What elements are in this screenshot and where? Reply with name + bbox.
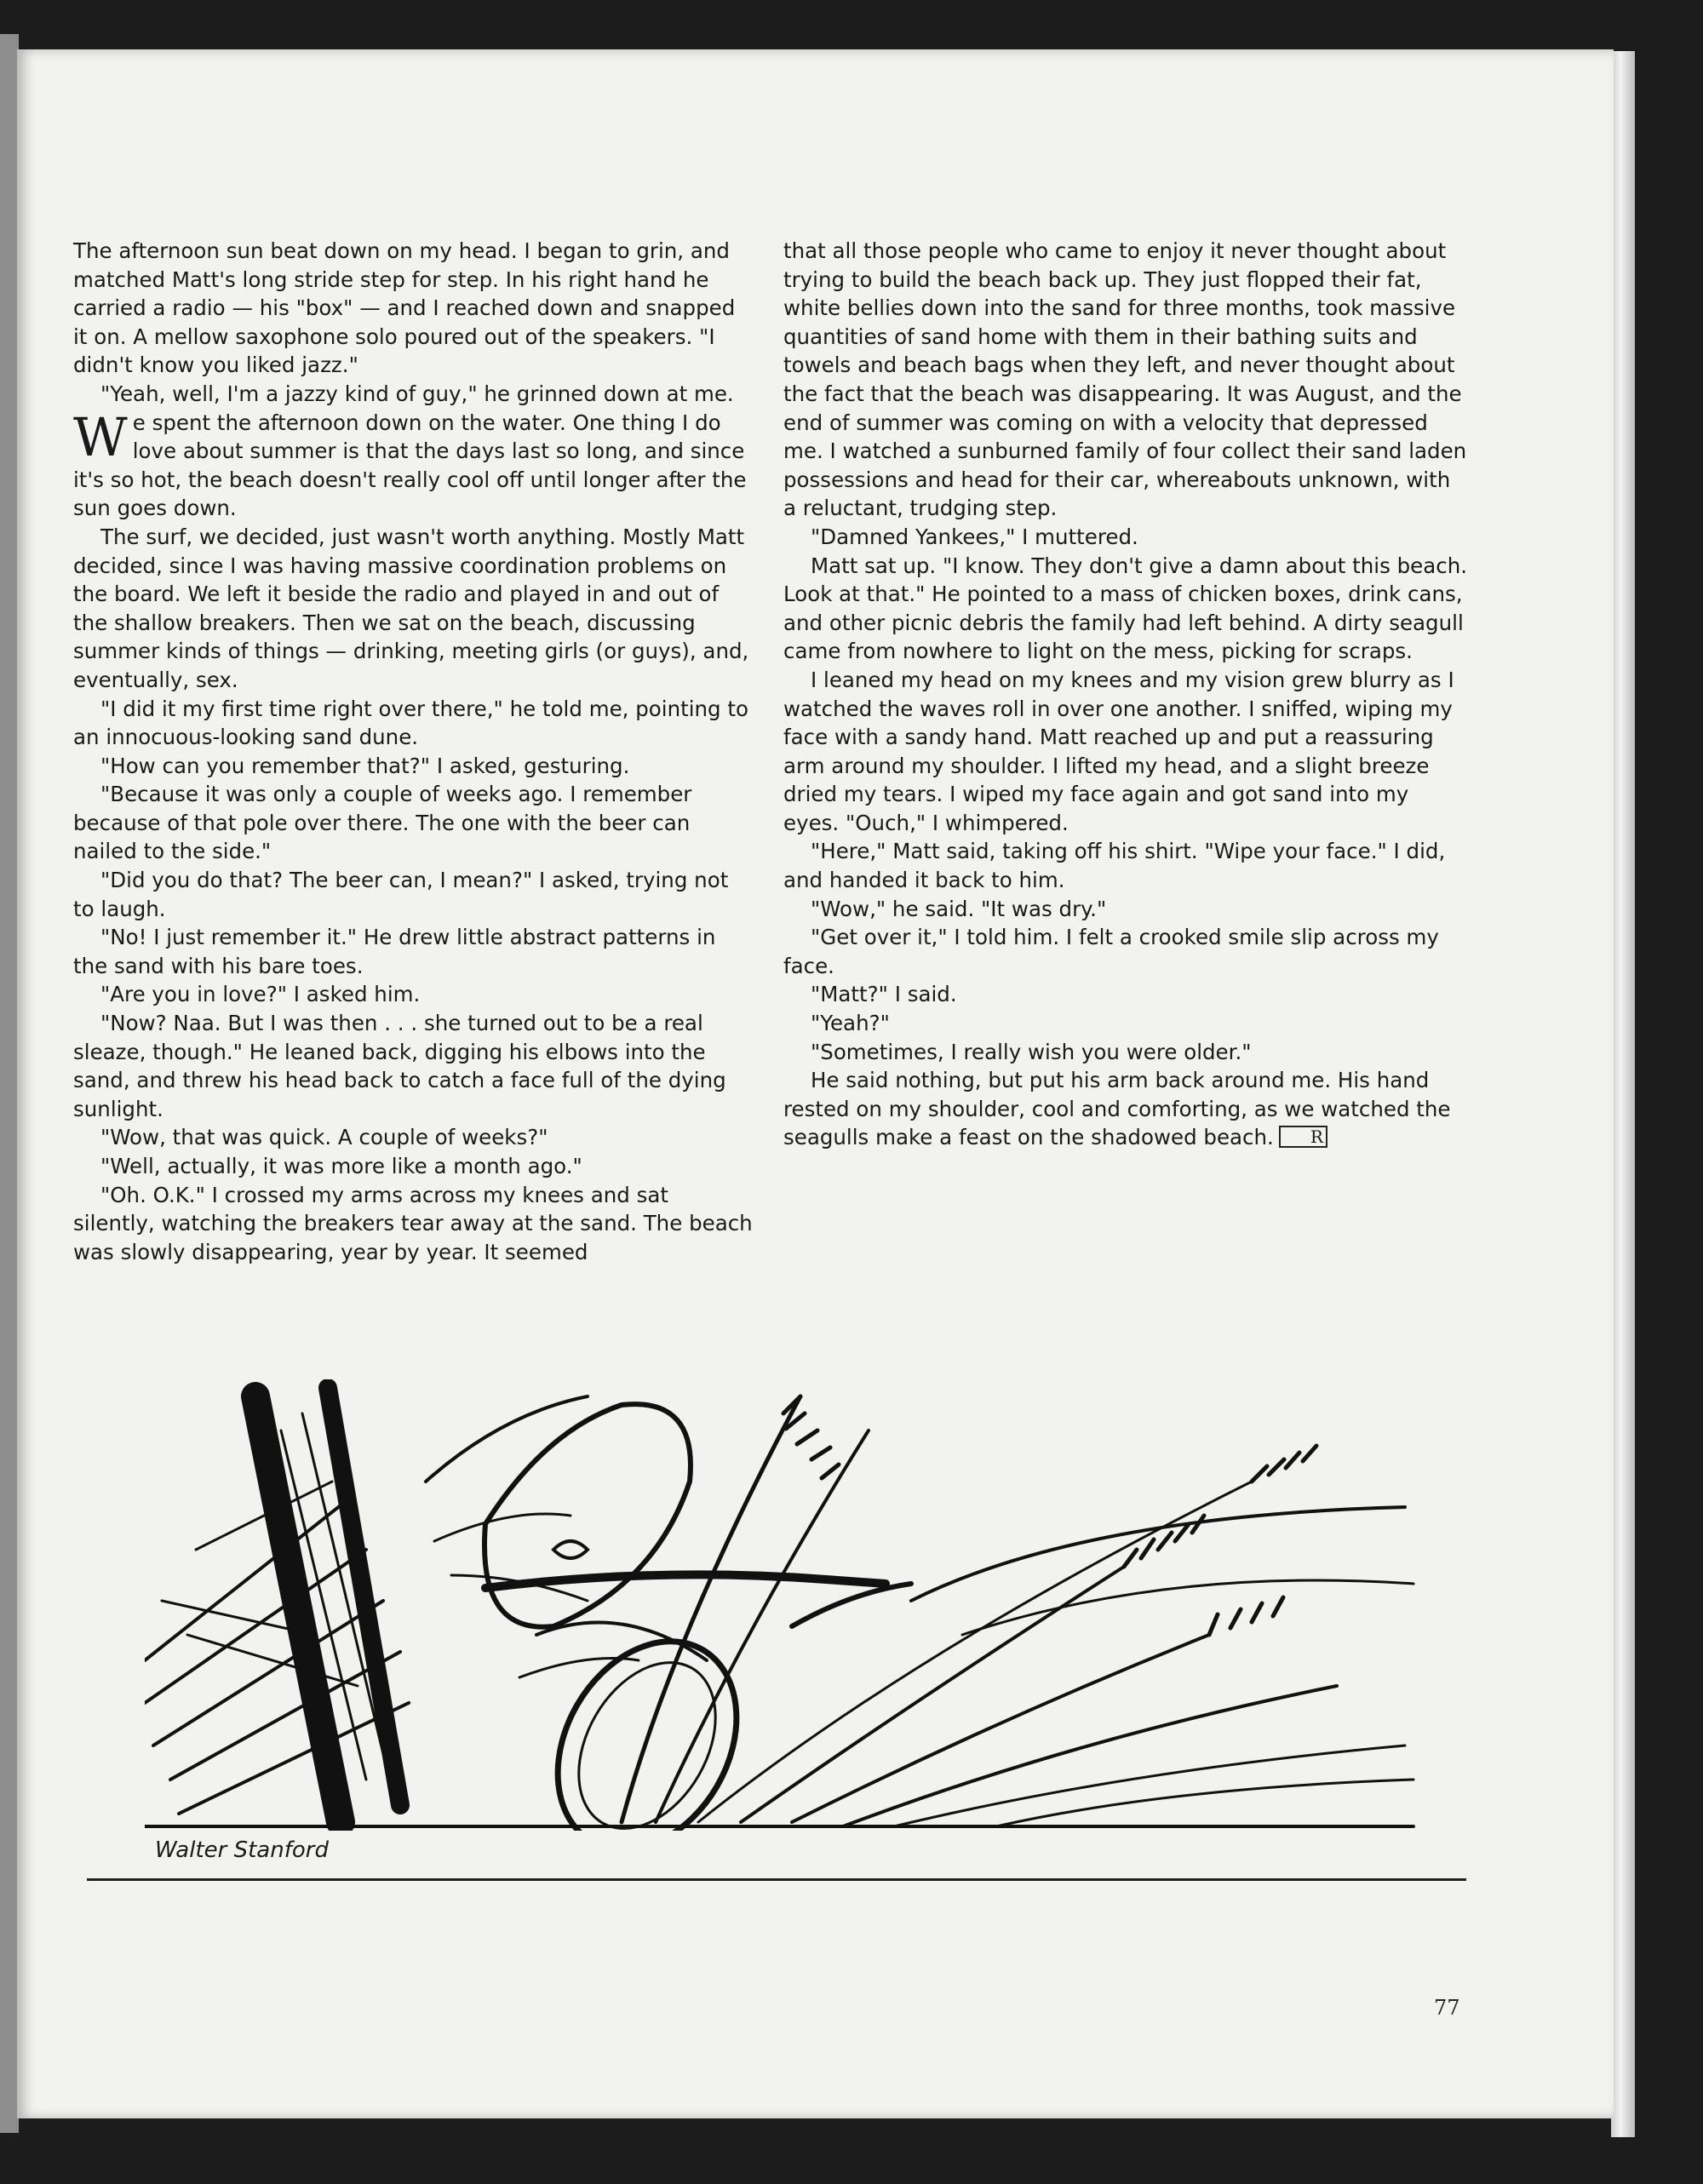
footer-rule [87, 1878, 1466, 1881]
paragraph: I leaned my head on my knees and my vision grew blurry as I watched the waves roll in over one another. I sniffed, wiping my face with a sandy hand. Matt reached up and put a reassuring arm around my shoulder. I lifted my head, and a slight breeze dried my tears. I wiped my face again and got sand into my eyes. "Ouch," I whimpered. [783, 667, 1454, 835]
paragraph: "Oh. O.K." I crossed my arms across my knees and sat silently, watching the breakers tear away at the sand. The beach was slowly disappearing, year by year. It seemed [73, 1182, 753, 1264]
beach-illustration [145, 1379, 1422, 1831]
paragraph-text: He said nothing, but put his arm back around me. His hand rested on my shoulder, cool and comforting, as we watched the seagulls make a feast on the shadowed beach. [783, 1068, 1451, 1150]
paragraph: "How can you remember that?" I asked, gesturing. [100, 753, 630, 778]
drop-cap: W [73, 405, 128, 468]
paragraph: "Yeah, well, I'm a jazzy kind of guy," he grinned down at me. [100, 381, 734, 406]
last-paragraph [783, 1066, 1470, 1152]
paragraph: "No! I just remember it." He drew little abstract patterns in the sand with his bare toes. [73, 925, 716, 978]
paragraph: "Here," Matt said, taking off his shirt. "Wipe your face." I did, and handed it back to him. [783, 839, 1446, 893]
paragraph: "Yeah?" [811, 1011, 890, 1036]
paragraph: "Are you in love?" I asked him. [100, 982, 421, 1007]
page-stack-edge [1611, 51, 1635, 2137]
paragraph: "Damned Yankees," I muttered. [811, 524, 1138, 549]
left-text-column [73, 237, 754, 1266]
wooden-post [255, 1396, 341, 1822]
paragraph: "Get over it," I told him. I felt a crooked smile slip across my face. [783, 925, 1439, 978]
paragraph: "Wow, that was quick. A couple of weeks?" [100, 1125, 548, 1150]
magazine-page [17, 49, 1614, 2118]
paragraph: that all those people who came to enjoy it never thought about trying to build the beach back up. They just flopped their fat, white bellies down into the sand for three months, took massive quantities of sand home with them in their bathing suits and towels and beach bags when they left, and never thought about the fact that the beach was disappearing. It was August, and the end of summer was coming on with a velocity that depressed me. I watched a sunburned family of four collect their sand laden possessions and head for their car, whereabouts unknown, with a reluctant, trudging step. [783, 238, 1467, 521]
page-number: 77 [1434, 1996, 1460, 2020]
right-text-column [783, 237, 1470, 1152]
paragraph: The surf, we decided, just wasn't worth anything. Mostly Matt decided, since I was having massive coordination problems on the board. We left it beside the radio and played in and out of the shallow breakers. Then we sat on the beach, discussing summer kinds of things — drinking, meeting girls (or guys), and, eventually, sex. [73, 524, 749, 692]
paragraph: "I did it my first time right over there," he told me, pointing to an innocuous-looking sand dune. [73, 696, 748, 750]
paragraph-text: e spent the afternoon down on the water. One thing I do love about summer is that the days last so long, and since it's so hot, the beach doesn't really cool off until longer after the sun goes down. [73, 410, 747, 521]
paragraph: Matt sat up. "I know. They don't give a damn about this beach. Look at that." He pointed to a mass of chicken boxes, drink cans, and other picnic debris the family had left behind. A dirty seagull came from nowhere to light on the mess, picking for scraps. [783, 553, 1468, 664]
paragraph: "Matt?" I said. [811, 982, 957, 1007]
paragraph: "Because it was only a couple of weeks ago. I remember because of that pole over there. The one with the beer can nailed to the side." [73, 782, 692, 864]
horizon-line [485, 1574, 886, 1588]
section-start-paragraph [73, 405, 754, 523]
paragraph: "Wow," he said. "It was dry." [811, 896, 1107, 921]
end-mark-icon: R [1279, 1126, 1327, 1148]
paragraph: The afternoon sun beat down on my head. I began to grin, and matched Matt's long stride step for step. In his right hand he carried a radio — his "box" — and I reached down and snapped it on. A mellow saxophone solo poured out of the speakers. "I didn't know you liked jazz." [73, 238, 736, 378]
paragraph: "Sometimes, I really wish you were older." [811, 1039, 1252, 1064]
sea-oat-stalk [622, 1396, 800, 1822]
binding-edge [0, 34, 19, 2133]
paragraph: "Well, actually, it was more like a month ago." [100, 1154, 582, 1178]
paragraph: "Did you do that? The beer can, I mean?" I asked, trying not to laugh. [73, 868, 729, 921]
paragraph: "Now? Naa. But I was then . . . she turned out to be a real sleaze, though." He leaned back, digging his elbows into the sand, and threw his head back to catch a face full of the dying sunlight. [73, 1011, 726, 1121]
can-opening [522, 1609, 773, 1831]
illustration-credit: Walter Stanford [155, 1837, 329, 1863]
